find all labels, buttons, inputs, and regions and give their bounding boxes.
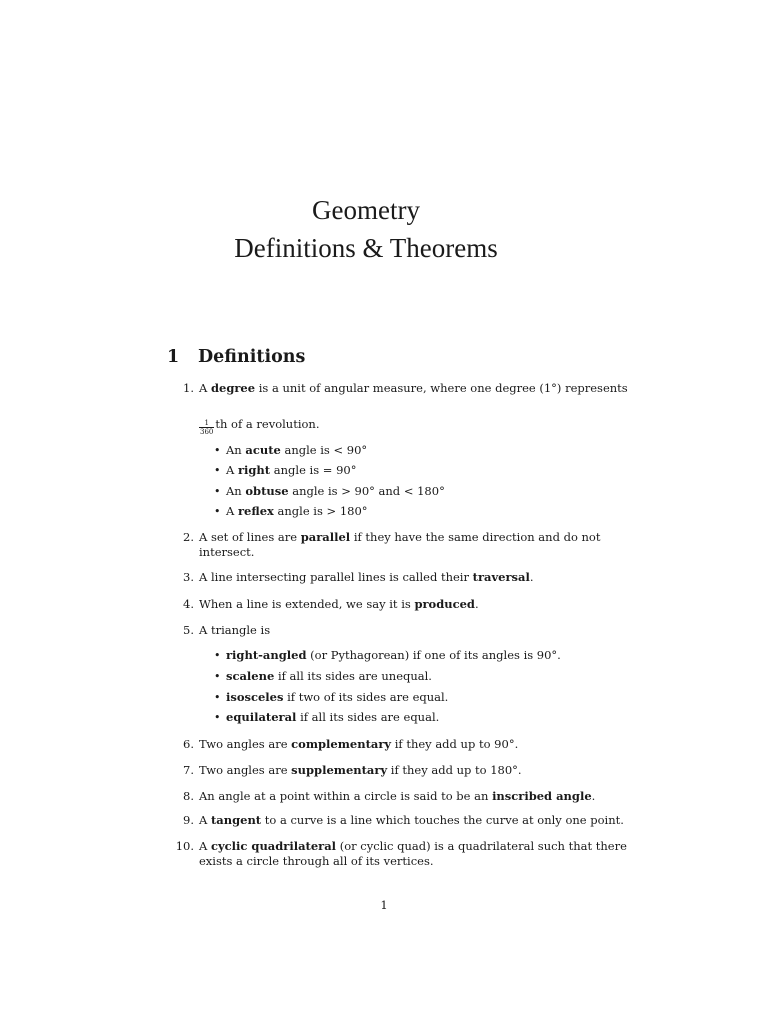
fraction: $\frac{1}{360}$ [200, 419, 214, 436]
list-item: scalene if all its sides are unequal. [226, 669, 432, 683]
definition-traversal: A line intersecting parallel lines is called their traversal. [199, 570, 534, 584]
bullet-icon: • [214, 444, 221, 457]
list-item: equilateral if all its sides are equal. [226, 710, 440, 724]
list-item: isosceles if two of its sides are equal. [226, 690, 449, 704]
bullet-icon: • [214, 711, 221, 724]
bullet-icon: • [214, 670, 221, 683]
item-number: 1. [183, 381, 194, 395]
page-number: 1 [380, 898, 388, 912]
list-item: right-angled (or Pythagorean) if one of its angles is 90°. [226, 648, 561, 662]
definition-inscribed-angle: An angle at a point within a circle is said to be an inscribed angle. [199, 789, 596, 803]
title-line-1: Geometry [312, 195, 420, 225]
item-number: 2. [183, 530, 194, 544]
section-heading [167, 345, 305, 369]
list-item: A reflex angle is > 180° [226, 504, 368, 518]
definition-produced: When a line is extended, we say it is produced. [199, 597, 479, 611]
bullet-icon: • [214, 691, 221, 704]
definition-degree: A degree is a unit of angular measure, where one degree (1°) represents [199, 381, 628, 395]
bullet-icon: • [214, 464, 221, 477]
definition-tangent: A tangent to a curve is a line which touches the curve at only one point. [199, 813, 624, 827]
definition-supplementary: Two angles are supplementary if they add up to 180°. [199, 763, 522, 777]
item-number: 7. [183, 763, 194, 777]
bullet-icon: • [214, 649, 221, 662]
definition-degree-cont: $\frac{1}{360}$ th of a revolution. [200, 417, 320, 436]
definition-parallel-cont: intersect. [199, 545, 255, 559]
bullet-icon: • [214, 485, 221, 498]
definition-parallel: A set of lines are parallel if they have the same direction and do not [199, 530, 601, 544]
list-item: An obtuse angle is > 90° and < 180° [226, 484, 445, 498]
section-number: 1 [167, 347, 180, 367]
list-item: An acute angle is < 90° [226, 443, 368, 457]
definition-complementary: Two angles are complementary if they add up to 90°. [199, 737, 519, 751]
list-item: A right angle is = 90° [226, 463, 357, 477]
item-number: 9. [183, 813, 194, 827]
item-number: 10. [175, 839, 194, 853]
item-number: 6. [183, 737, 194, 751]
item-number: 5. [183, 623, 194, 637]
definition-triangle: A triangle is [199, 623, 271, 637]
term: degree [210, 381, 256, 395]
item-number: 4. [183, 597, 194, 611]
definition-cyclic-quadrilateral-cont: exists a circle through all of its vertices. [199, 854, 434, 868]
definition-cyclic-quadrilateral: A cyclic quadrilateral (or cyclic quad) is a quadrilateral such that there [199, 839, 627, 853]
item-number: 8. [183, 789, 194, 803]
title-line-2: Definitions & Theorems [234, 233, 498, 263]
section-title: Definitions [198, 347, 306, 367]
item-number: 3. [183, 570, 194, 584]
bullet-icon: • [214, 505, 221, 518]
